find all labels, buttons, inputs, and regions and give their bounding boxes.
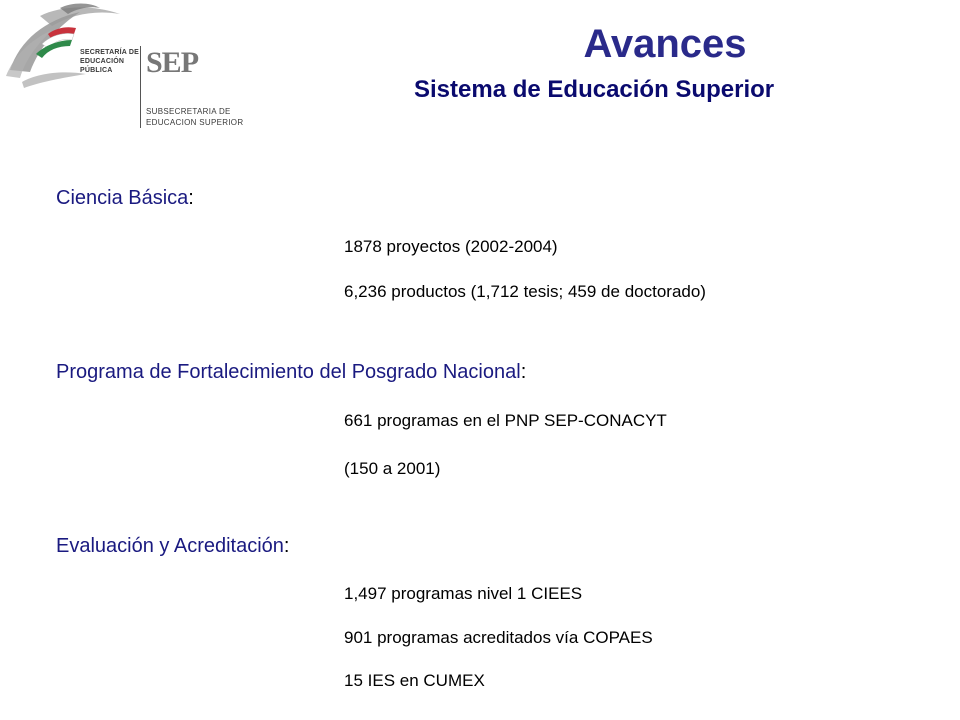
detail-line: 1878 proyectos (2002-2004) <box>344 237 558 256</box>
sep-logo <box>0 0 270 140</box>
department-line-3: PÚBLICA <box>80 67 113 74</box>
detail-line: 6,236 productos (1,712 tesis; 459 de doctorado) <box>344 282 706 301</box>
section-heading-text: Programa de Fortalecimiento del Posgrado Nacional <box>56 361 521 383</box>
heading-colon: : <box>283 535 290 557</box>
heading-colon: : <box>520 361 527 383</box>
sep-acronym: SEP <box>146 46 199 79</box>
page-subtitle: Sistema de Educación Superior <box>414 76 775 103</box>
detail-line: (150 a 2001) <box>344 459 441 478</box>
page-title: Avances <box>583 22 747 66</box>
section-heading-ciencia-basica <box>56 187 194 210</box>
department-line-1: SECRETARÍA DE <box>80 49 139 56</box>
subsecretaria-name <box>146 106 243 128</box>
detail-line: 15 IES en CUMEX <box>344 671 485 690</box>
heading-colon: : <box>188 187 194 209</box>
department-name <box>80 48 139 75</box>
detail-line: 661 programas en el PNP SEP-CONACYT <box>344 411 667 430</box>
department-line-2: EDUCACIÓN <box>80 58 125 65</box>
section-heading-evaluacion <box>56 535 289 558</box>
logo-divider <box>140 46 141 128</box>
detail-line: 1,497 programas nivel 1 CIEES <box>344 584 583 603</box>
section-heading-text: Ciencia Básica <box>56 187 189 209</box>
section-heading-text: Evaluación y Acreditación <box>56 535 284 557</box>
section-heading-posgrado <box>56 361 526 384</box>
detail-line: 901 programas acreditados vía COPAES <box>344 628 653 647</box>
eagle-emblem-icon <box>0 0 140 90</box>
subsecretaria-line-1: SUBSECRETARIA DE <box>146 107 231 116</box>
subsecretaria-line-2: EDUCACION SUPERIOR <box>146 118 244 127</box>
